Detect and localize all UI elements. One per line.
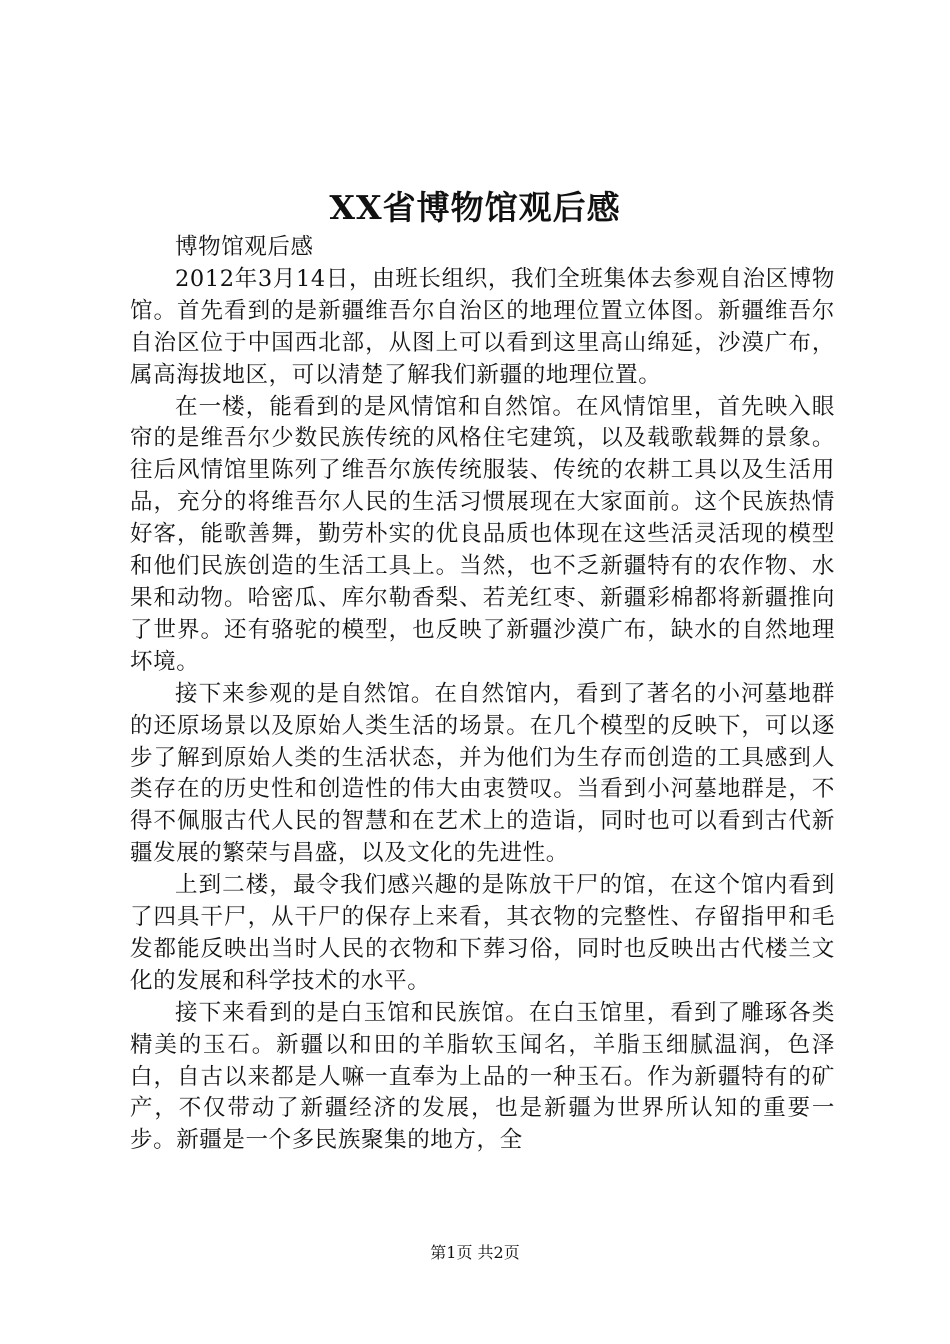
paragraph: 2012年3月14日，由班长组织，我们全班集体去参观自治区博物馆。首先看到的是新疆维吾尔自治区的地理位置立体图。新疆维吾尔自治区位于中国西北部，从图上可以看到这里高山绵延，沙漠广布，属高海拔地区，可以清楚了解我们新疆的地理位置。 (130, 265, 835, 388)
page-footer: 第1页 共2页 (430, 1243, 520, 1262)
document-body (130, 232, 835, 1157)
paragraph-subtitle: 博物馆观后感 (175, 234, 314, 260)
document-title: XX省博物馆观后感 (329, 188, 621, 227)
paragraph: 上到二楼，最令我们感兴趣的是陈放干尸的馆，在这个馆内看到了四具干尸，从干尸的保存上来看，其衣物的完整性、存留指甲和毛发都能反映出当时人民的衣物和下葬习俗，同时也反映出古代楼兰文化的发展和科学技术的水平。 (130, 872, 835, 994)
paragraph: 接下来参观的是自然馆。在自然馆内，看到了著名的小河墓地群的还原场景以及原始人类生活的场景。在几个模型的反映下，可以逐步了解到原始人类的生活状态，并为他们为生存而创造的工具感到人类存在的历史性和创造性的伟大由衷赞叹。当看到小河墓地群是，不得不佩服古代人民的智慧和在艺术上的造诣，同时也可以看到古代新疆发展的繁荣与昌盛，以及文化的先进性。 (130, 680, 835, 867)
paragraph: 接下来看到的是白玉馆和民族馆。在白玉馆里，看到了雕琢各类精美的玉石。新疆以和田的羊脂软玉闻名，羊脂玉细腻温润，色泽白，自古以来都是人嘛一直奉为上品的一种玉石。作为新疆特有的矿产，不仅带动了新疆经济的发展，也是新疆为世界所认知的重要一步。新疆是一个多民族聚集的地方，全 (130, 999, 835, 1154)
paragraph: 在一楼，能看到的是风情馆和自然馆。在风情馆里，首先映入眼帘的是维吾尔少数民族传统的风格住宅建筑，以及载歌载舞的景象。往后风情馆里陈列了维吾尔族传统服装、传统的农耕工具以及生活用品，充分的将维吾尔人民的生活习惯展现在大家面前。这个民族热情好客，能歌善舞，勤劳朴实的优良品质也体现在这些活灵活现的模型和他们民族创造的生活工具上。当然，也不乏新疆特有的农作物、水果和动物。哈密瓜、库尔勒香梨、若羌红枣、新疆彩棉都将新疆推向了世界。还有骆驼的模型，也反映了新疆沙漠广布，缺水的自然地理坏境。 (130, 393, 835, 675)
